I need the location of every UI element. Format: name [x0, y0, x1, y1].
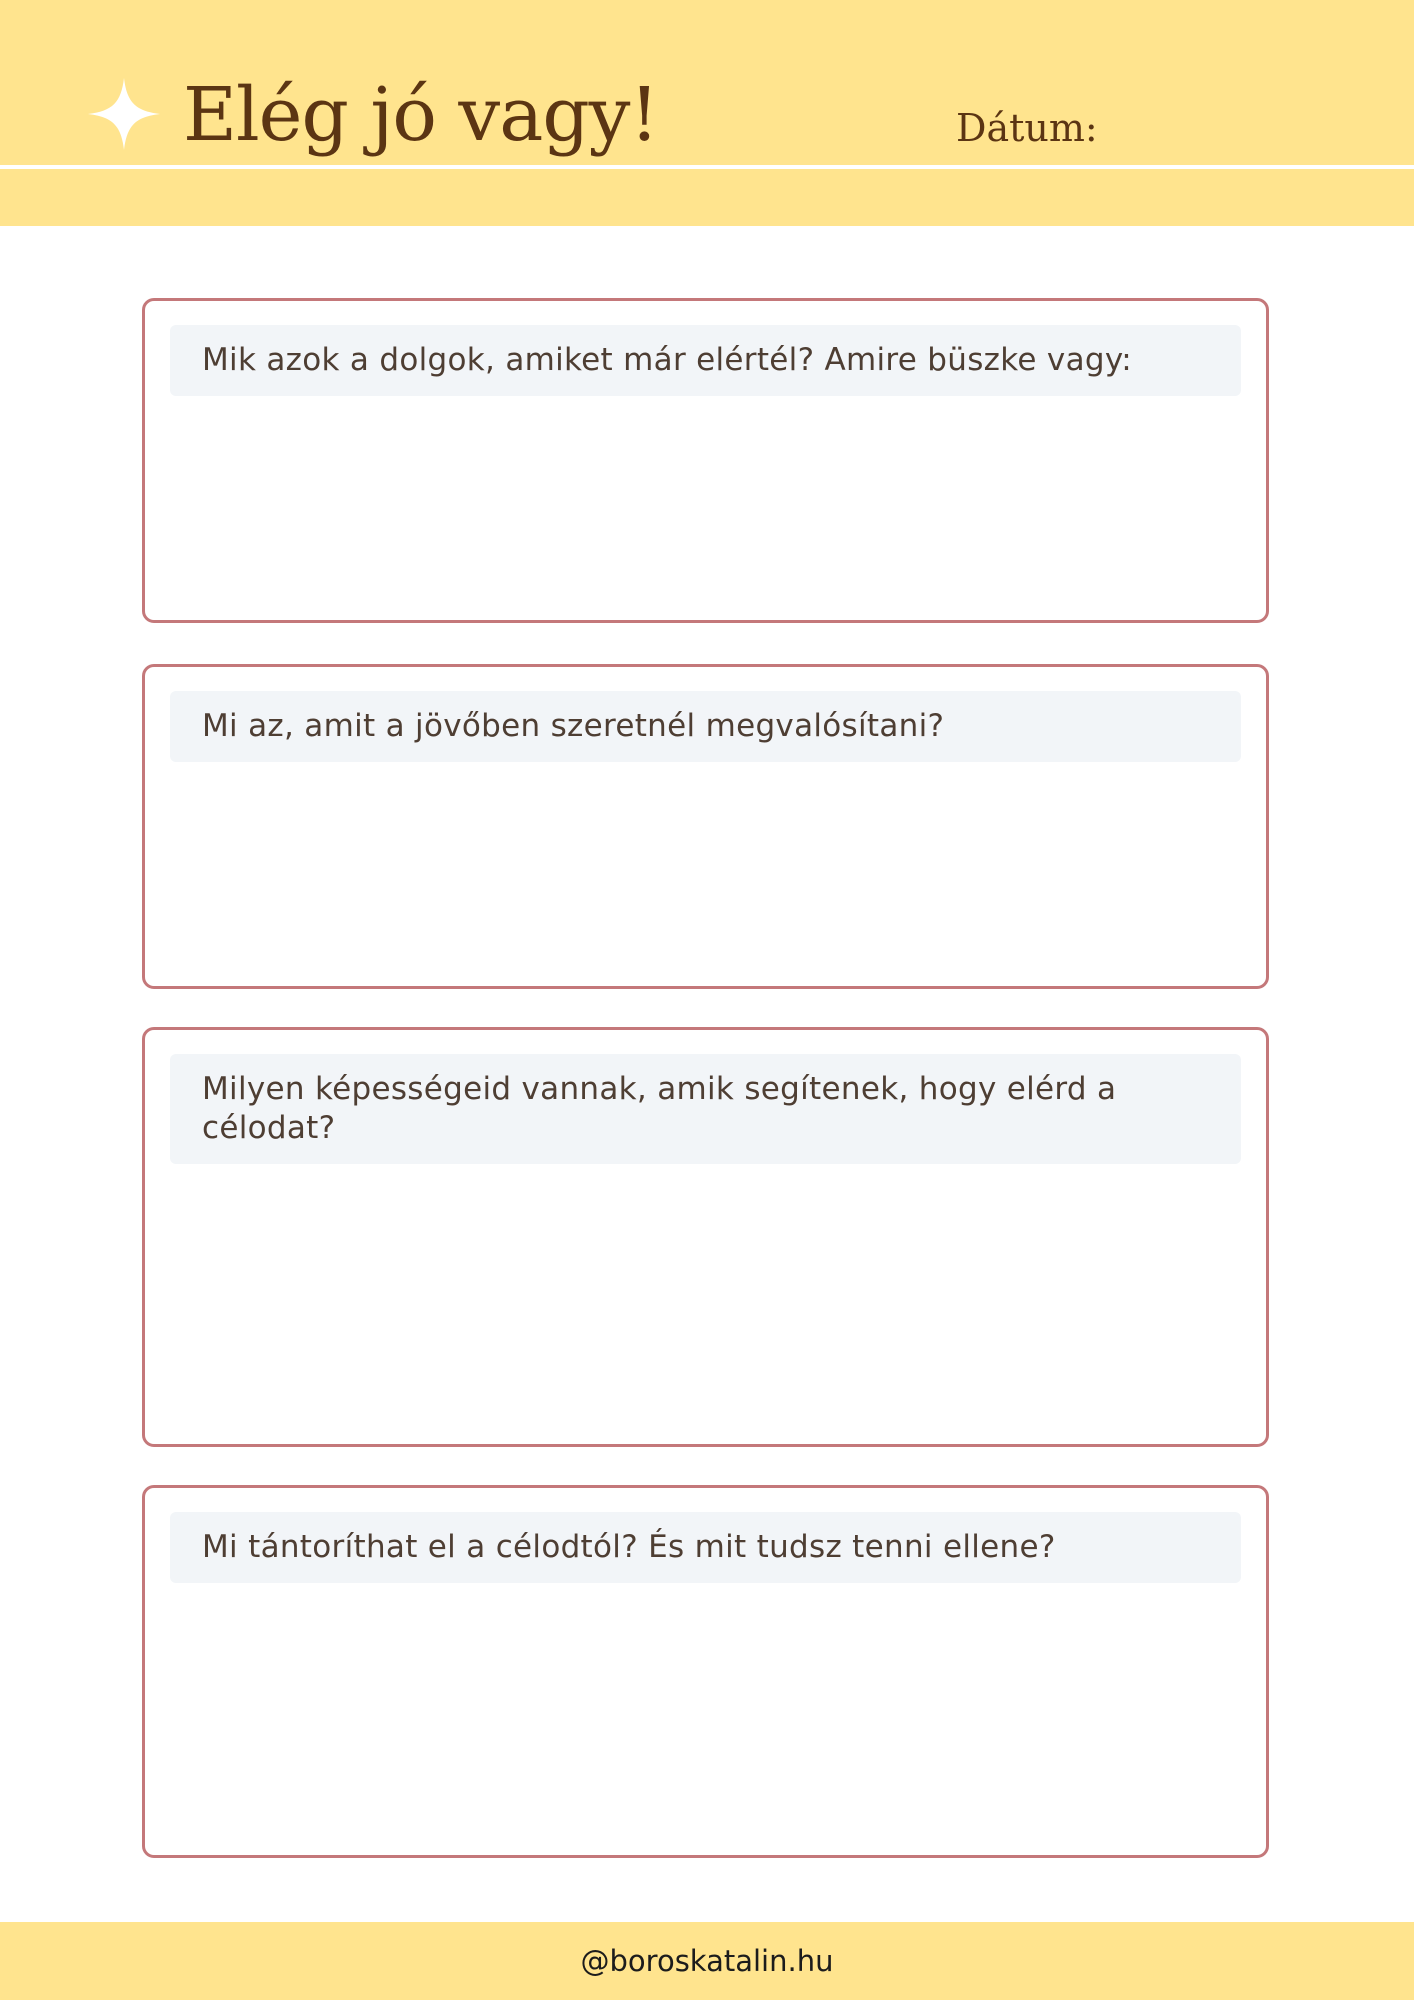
- sparkle-icon: [88, 78, 160, 150]
- footer-handle: @boroskatalin.hu: [580, 1944, 834, 1978]
- question-card-1[interactable]: [142, 298, 1269, 623]
- header-banner: [0, 0, 1414, 226]
- question-prompt-1: Mik azok a dolgok, amiket már elértél? Amire büszke vagy:: [170, 325, 1241, 396]
- date-label: Dátum:: [956, 106, 1098, 150]
- question-prompt-2: Mi az, amit a jövőben szeretnél megvalósítani?: [170, 691, 1241, 762]
- question-prompt-3: Milyen képességeid vannak, amik segítenek, hogy elérd a célodat?: [170, 1054, 1241, 1164]
- header-divider: [0, 165, 1414, 169]
- footer-banner: [0, 1922, 1414, 2000]
- question-card-3[interactable]: [142, 1027, 1269, 1447]
- question-card-2[interactable]: [142, 664, 1269, 989]
- question-prompt-4: Mi tántoríthat el a célodtól? És mit tudsz tenni ellene?: [170, 1512, 1241, 1583]
- question-card-4[interactable]: [142, 1485, 1269, 1858]
- page-title: Elég jó vagy!: [183, 72, 659, 158]
